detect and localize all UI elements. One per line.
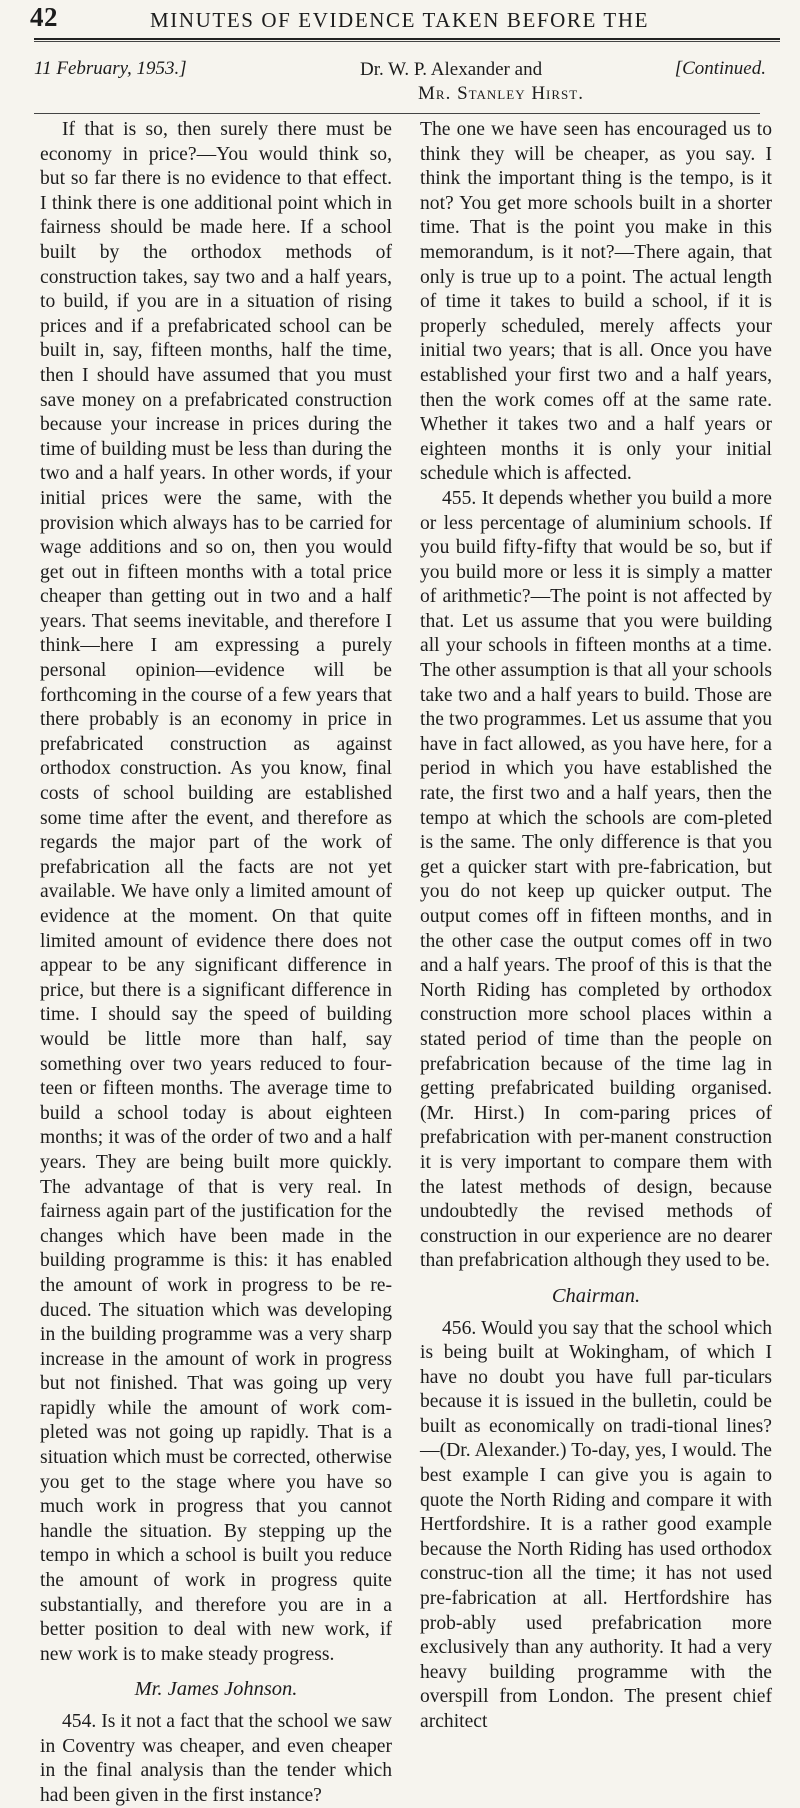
subheader-rule	[34, 113, 760, 114]
continued-label: [Continued.	[674, 58, 766, 79]
left-paragraph-1: If that is so, then surely there must be economy in price?—You would think so, but so far there is no evidence to that effect. I think there is one additional point which in fairness should be made here. If a school built by the orthodox methods of construction takes, say two and a half years, to build, if you are in a situation of rising prices and if a prefabricated school can be built in, say, fifteen months, half the time, then I should have assumed that you must save money on a prefabricated construction because your increase in prices during the time of building must be less than during the two and a half years. In other words, if your initial prices were the same, with the provision which always has to be carried for wage additions and so on, then you would get out in fifteen months with a total price cheaper than getting out in two and a half years. That seems inevitable, and therefore I think—here I am expressing a purely personal opinion—evidence will be forthcoming in the course of a few years that there probably is an economy in price in prefabricated construction as against orthodox construction. As you know, final costs of school building are established some time after the event, and therefore as regards the major part of the work of prefabrication all the facts are not yet available. We have only a limited amount of evidence at the moment. On that quite limited amount of evidence there does not appear to be any significant difference in price, but there is a significant difference in time. I should say the speed of building would be little more than half, say something over two years reduced to four-teen or fifteen months. The average time to build a school today is about eighteen months; it was of the order of two and a half years. They are being built more quickly. The advantage of that is very real. In fairness again part of the justification for the changes which have been made in the building programme is this: it has enabled the amount of work in progress to be re-duced. The situation which was developing in the building programme was a very sharp increase in the amount of work in progress but not finished. That was going up very rapidly while the amount of work com-pleted was not going up rapidly. That is a situation which must be corrected, otherwise you get to the stage where you have so much work in progress that you cannot handle the situation. By stepping up the tempo in which a school is built you reduce the amount of work in progress quite substantially, and therefore you are in a better position to deal with new work, if new work is to make steady progress.	[40, 119, 392, 1665]
witness-line-1: Dr. W. P. Alexander and	[360, 59, 543, 80]
session-subheader	[34, 58, 780, 108]
header-rule	[34, 38, 780, 40]
page-number: 42	[30, 2, 58, 32]
left-paragraph-2: 454. Is it not a fact that the school we saw in Coventry was cheaper, and even cheaper in the final analysis than the tender which had been given in the first instance?	[40, 1711, 392, 1806]
speaker-heading-johnson: Mr. James Johnson.	[134, 1678, 298, 1701]
page-header	[30, 2, 780, 42]
right-column	[420, 118, 772, 1735]
right-paragraph-1: The one we have seen has encouraged us to think they will be cheaper, as you say. I think the important thing is the tempo, is it not? You get more schools built in a shorter time. That is the point you make in this memorandum, is it not?—There again, that only is true up to a point. The actual length of time it takes to build a school, if it is properly scheduled, merely affects your initial two years; that is all. Once you have established your first two and a half years, then the work comes off at the same rate. Whether it takes two and a half years or eighteen months it is only your initial schedule which is affected.	[420, 119, 772, 485]
header-rule-thin	[34, 41, 780, 42]
right-paragraph-2: 455. It depends whether you build a more or less percentage of aluminium schools. If you build fifty-fifty that would be so, but if you build more or less it is simply a matter of arithmetic?—The point is not affected by that. Let us assume that you were building all your schools in fifteen months at a time. The other assumption is that all your schools take two and a half years to build. Those are the two programmes. Let us assume that you have in fact allowed, as you have here, for a period in which you have established the rate, the first two and a half years, then the tempo at which the schools are com-pleted is the same. The only difference is that you get a quicker start with pre-fabrication, but you do not keep up quicker output. The output comes off in fifteen months, and in the other case the output comes off in two and a half years. The proof of this is that the North Riding has completed by orthodox construction more school places within a stated period of time than the people on prefabrication because of the time lag in getting prefabricated building organised. (Mr. Hirst.) In com-paring prices of prefabrication with per-manent construction it is very important to compare them with the latest methods of design, because undoubtedly the revised methods of construction in our experience are no dearer than prefabrication although they used to be.	[420, 487, 772, 1272]
witness-line-2: Mr. Stanley Hirst.	[418, 82, 584, 104]
left-column	[40, 118, 392, 1808]
right-paragraph-3: 456. Would you say that the school which is being built at Wokingham, of which I have no doubt you have full par-ticulars because it is issued in the bulletin, could be built as economically on tradi-tional lines?—(Dr. Alexander.) To-day, yes, I would. The best example I can give you is again to quote the North Riding and compare it with Hertfordshire. It is a rather good example because the North Riding has used orthodox construc-tion all the time; it has not used pre-fabrication at all. Hertfordshire has prob-ably used prefabrication more exclusively than any authority. It had a very heavy building programme with the overspill from London. The present chief architect	[420, 1317, 772, 1732]
running-title: MINUTES OF EVIDENCE TAKEN BEFORE THE	[150, 8, 650, 32]
session-date: 11 February, 1953.]	[34, 58, 187, 79]
speaker-heading-chairman: Chairman.	[551, 1284, 641, 1307]
